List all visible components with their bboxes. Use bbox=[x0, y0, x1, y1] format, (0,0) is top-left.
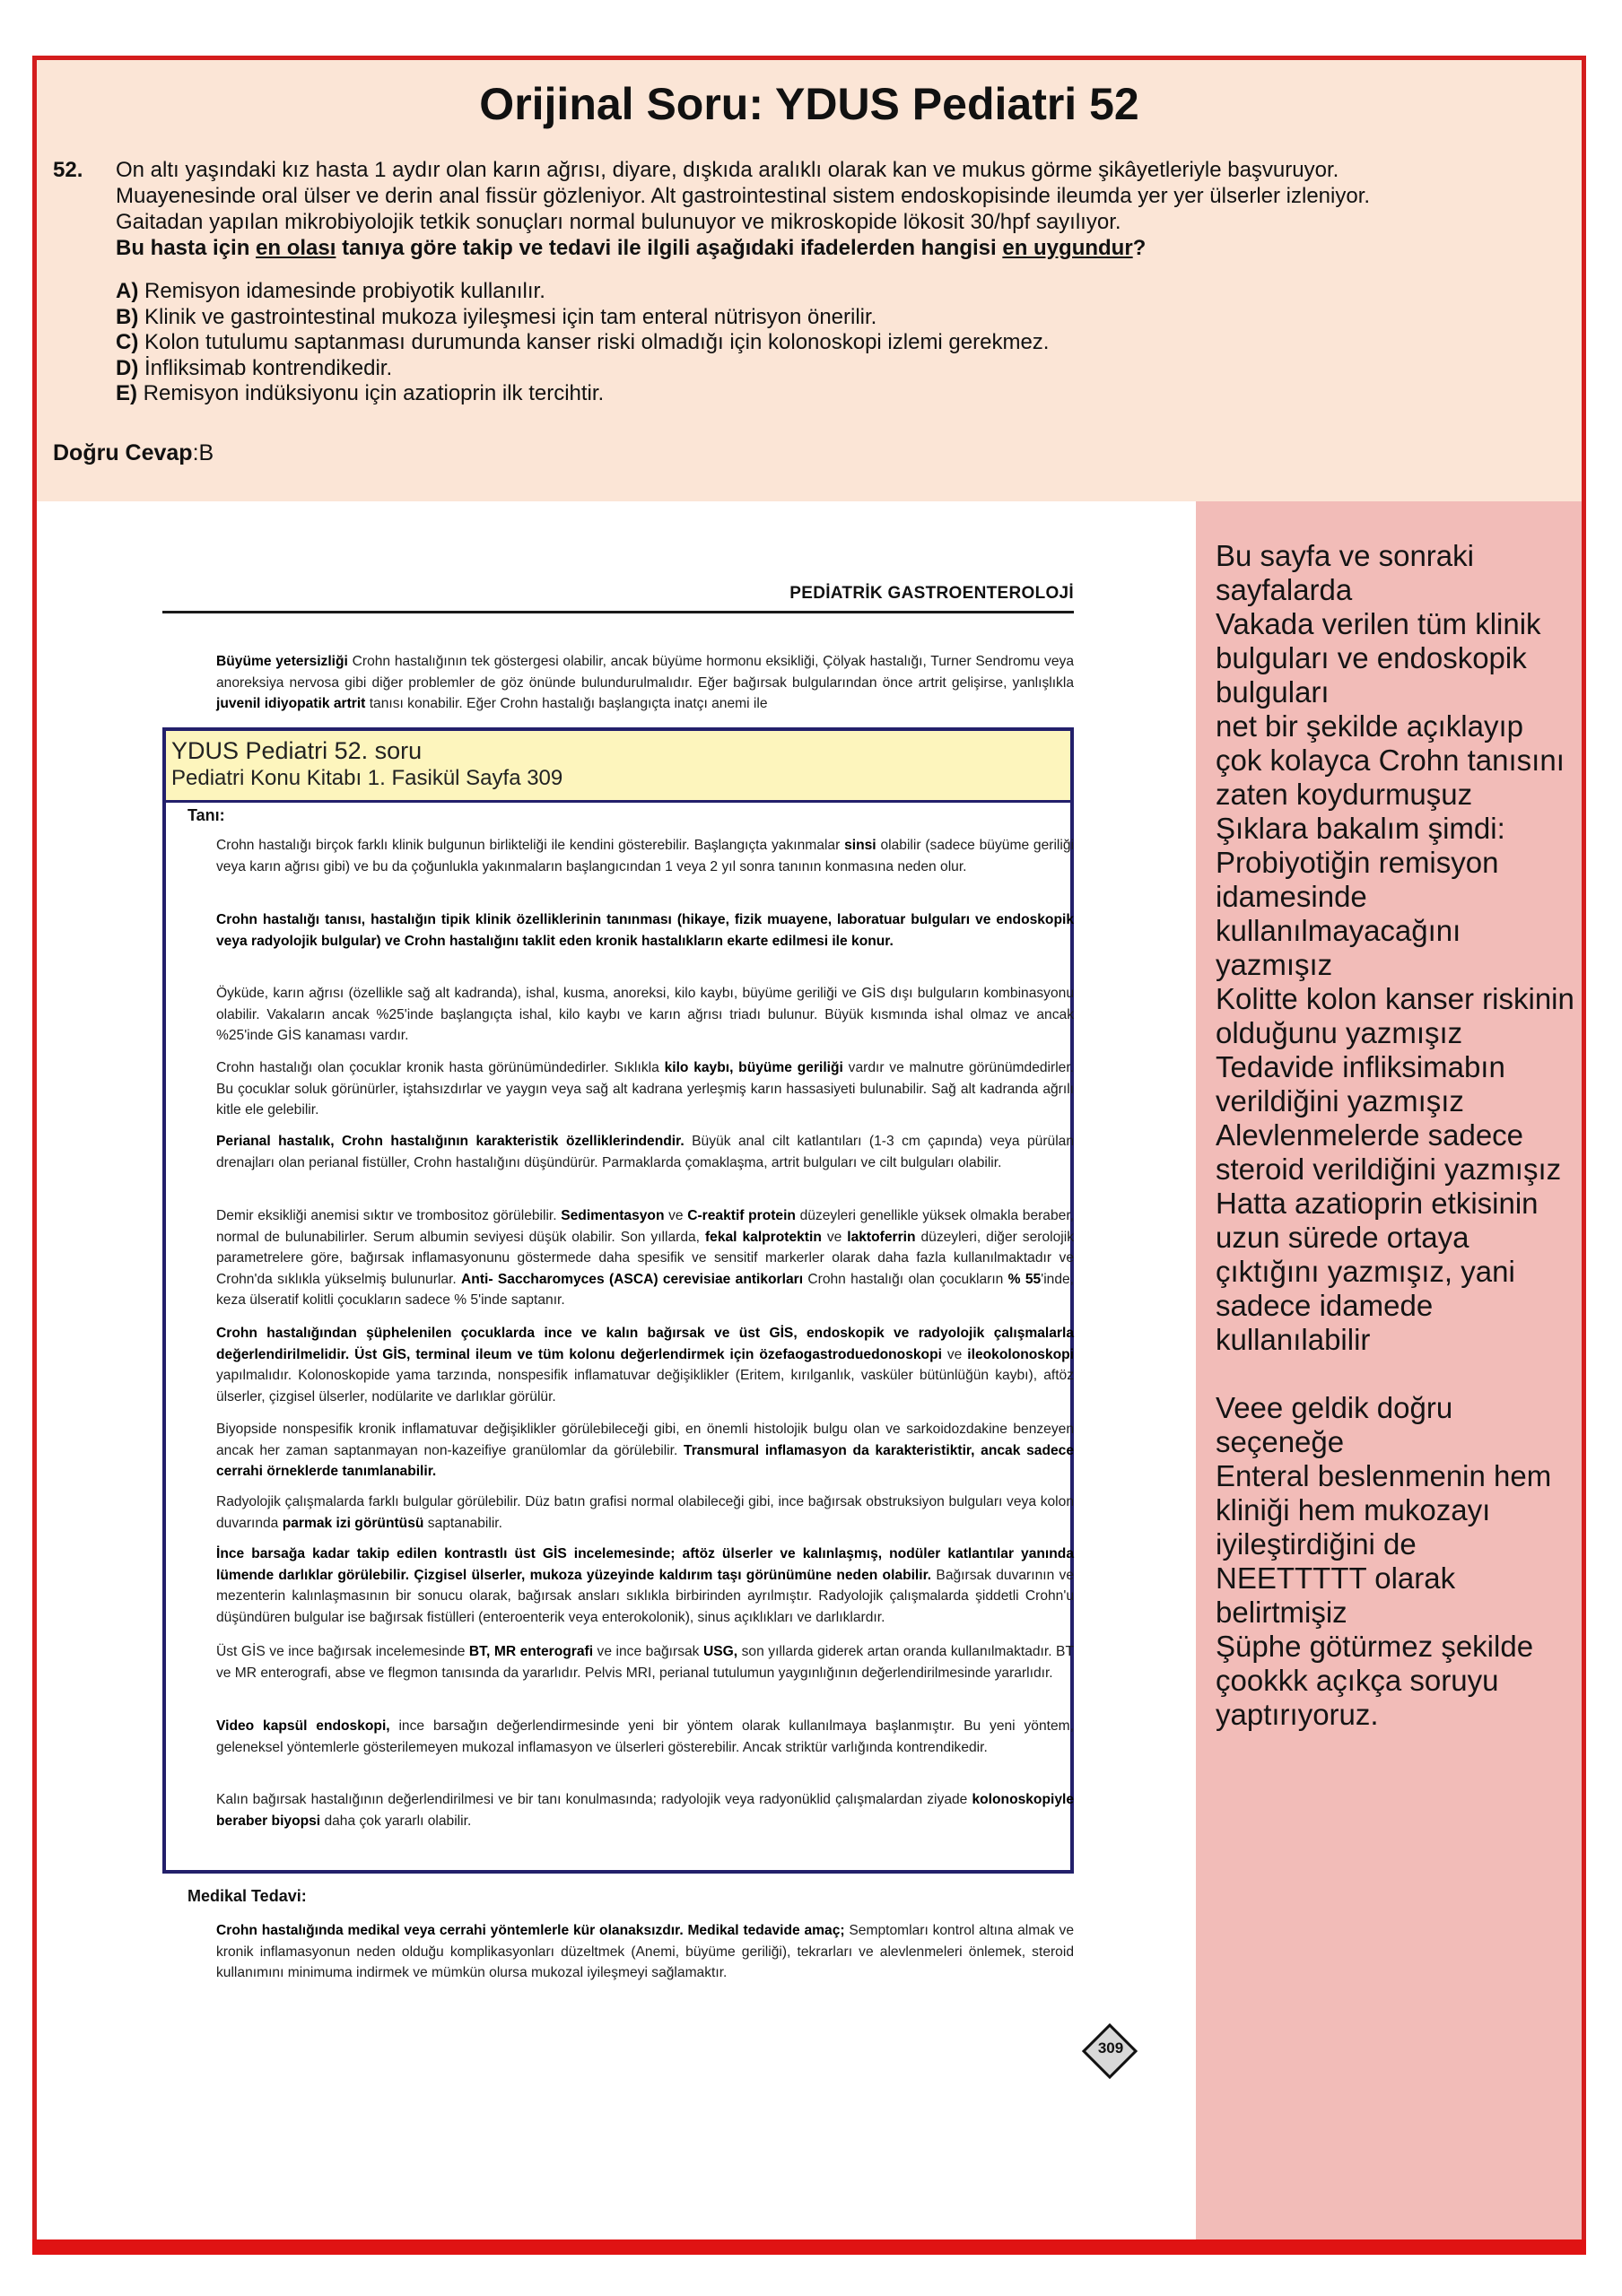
book-paragraph: Crohn hastalığında medikal veya cerrahi yöntemlerle kür olanaksızdır. Medikal tedavide amaç; Semptomları kontrol altına almak ve kronik inflamasyonun neden olduğu komplikasyonları düzeltmek (Anemi, büyüme geriliği), tekrarları ve alevlenmeleri önlemek, steroid kullanımını minimuma indirmek ve mümkün olursa mukozal iyileşmeyi sağlamaktır. bbox=[216, 1923, 1074, 1980]
option-d bbox=[116, 356, 1049, 382]
callout-title: YDUS Pediatri 52. soru bbox=[171, 737, 423, 764]
question-number: 52. bbox=[53, 158, 83, 182]
question-line: On altı yaşındaki kız hasta 1 aydır olan karın ağrısı, diyare, dışkıda aralıklı olarak kan ve mukus görme şikâyetleriyle başvuruyor. bbox=[116, 158, 1339, 182]
question-line: Muayenesinde oral ülser ve derin anal fissür gözleniyor. Alt gastrointestinal sistem endoskopisinde ileumda yer yer ülserler izleniyor. bbox=[116, 184, 1371, 208]
commentary-line: net bir şekilde açıklayıp çok kolayca Crohn tanısını zaten koydurmuşuz bbox=[1216, 709, 1565, 811]
header-divider bbox=[162, 611, 1074, 613]
option-c bbox=[116, 330, 1049, 356]
ask-text: ? bbox=[1132, 236, 1147, 260]
commentary-line: Veee geldik doğru seçeneğe bbox=[1216, 1391, 1453, 1458]
option-letter: C) bbox=[116, 330, 139, 354]
option-text: Remisyon indüksiyonu için azatioprin ilk tercihtir. bbox=[137, 381, 605, 405]
book-paragraph: Demir eksikliği anemisi sıktır ve trombositoz görülebilir. Sedimentasyon ve C-reaktif protein düzeyleri genellikle yüksek olmakla beraber, normal de bulunabilirler. Serum albumin seviyesi düşük olabilir. Son yıllarda, fekal kalprotektin ve laktoferrin düzeyleri, diğer serolojik parametrelere göre, bağırsak inflamasyonunu göstermede daha spesifik ve sensitif markerler olarak daha fazla kullanılmaktadır ve Crohn'da sıklıkla yükselmiş bulunurlar. Anti- Saccharomyces (ASCA) cerevisiae antikorları Crohn hastalığı olan çocukların % 55'inde, keza ülseratif kolitli çocukların sadece % 5'inde saptanır. bbox=[216, 1208, 1075, 1308]
option-text: İnfliksimab kontrendikedir. bbox=[138, 355, 393, 380]
commentary-line: Probiyotiğin remisyon idamesinde kullanılmayacağını yazmışız bbox=[1216, 846, 1499, 981]
option-text: Remisyon idamesinde probiyotik kullanılır. bbox=[138, 279, 545, 303]
commentary-gap bbox=[1216, 1357, 1574, 1391]
page-number: 309 bbox=[1097, 2039, 1124, 2057]
option-letter: A) bbox=[116, 279, 139, 303]
book-paragraph: Crohn hastalığı tanısı, hastalığın tipik klinik özelliklerinin tanınması (hikaye, fizik muayene, laboratuar bulguları ve endoskopik veya radyolojik bulgular) ve Crohn hastalığını taklit eden kronik hastalıkların ekarte edilmesi ile konur. bbox=[216, 912, 1074, 949]
book-paragraph: Crohn hastalığından şüphelenilen çocuklarda ince ve kalın bağırsak ve üst GİS, endoskopik ve radyolojik çalışmalarla değerlendirilmelidir. Üst GİS, terminal ileum ve tüm kolonu değerlendirmek için özefaogastroduedonoskopi ve ileokolonoskopi yapılmalıdır. Kolonoskopide yama tarzında, nonspesifik inflamatuvar değişiklikler (Eritem, kırılganlık, vasküler bütünlüğün kaybı), aftöz ülserler, çizgisel ülserler, nodülarite ve darlıklar görülür. bbox=[216, 1326, 1074, 1405]
commentary-line: Şüphe götürmez şekilde çookkk açıkça soruyu yaptırıyoruz. bbox=[1216, 1630, 1534, 1731]
bottom-border-bar bbox=[32, 2239, 1586, 2255]
option-text: Kolon tutulumu saptanması durumunda kanser riski olmadığı için kolonoskopi izlemi gerekmez. bbox=[138, 330, 1050, 354]
answer-label: Doğru Cevap bbox=[53, 440, 193, 465]
page-frame bbox=[32, 56, 1586, 2253]
option-e bbox=[116, 381, 1049, 407]
commentary-line: Tedavide infliksimabın verildiğini yazmışız bbox=[1216, 1050, 1505, 1118]
option-letter: E) bbox=[116, 381, 137, 405]
commentary-line: Vakada verilen tüm klinik bulguları ve endoskopik bulguları bbox=[1216, 607, 1541, 709]
callout-label bbox=[166, 731, 1070, 803]
option-letter: D) bbox=[116, 355, 139, 380]
question-line: Gaitadan yapılan mikrobiyolojik tetkik sonuçları normal bulunuyor ve mikroskopide lökosit 30/hpf sayılıyor. bbox=[116, 210, 1121, 234]
book-paragraph: Crohn hastalığı olan çocuklar kronik hasta görünümündedirler. Sıklıkla kilo kaybı, büyüme geriliği vardır ve malnutre görünümdedirler. Bu çocuklar soluk görünürler, iştahsızdırlar ve yaygın veya sağ alt kadrana yerleşmiş karın hassasiyeti bulunabilir. Sağ alt kadranda ağrılı kitle ele gelebilir. bbox=[216, 1060, 1074, 1118]
book-paragraph: Crohn hastalığı birçok farklı klinik bulgunun birlikteliği ile kendini gösterebilir. Başlangıçta yakınmalar sinsi olabilir (sadece büyüme geriliği veya karın ağrısı gibi) ve bu da çoğunlukla yakınmaların başlangıcından 1 veya 2 yıl sonra tanının konmasına neden olur. bbox=[216, 838, 1075, 874]
question-stem bbox=[116, 157, 1560, 261]
correct-answer bbox=[53, 440, 214, 466]
commentary-line: Enteral beslenmenin hem kliniği hem mukozayı iyileştirdiğini de NEETTTTT olarak belirtmişiz bbox=[1216, 1459, 1552, 1629]
book-paragraph: Kalın bağırsak hastalığının değerlendirilmesi ve bir tanı konulmasında; radyolojik veya radyonüklid çalışmalardan ziyade kolonoskopiyle beraber biyopsi daha çok yararlı olabilir. bbox=[216, 1792, 1074, 1829]
question-panel bbox=[37, 60, 1582, 501]
answer-options bbox=[116, 279, 1049, 407]
ask-emphasis: en olası bbox=[256, 236, 336, 260]
book-page bbox=[37, 501, 1196, 2244]
question-ask bbox=[116, 235, 1560, 261]
book-paragraph: Üst GİS ve ince bağırsak incelemesinde BT, MR enterografi ve ince bağırsak USG, son yıllarda giderek artan oranda kullanılmaktadır. BT ve MR enterografi, abse ve flegmon tanısında da yararlıdır. Pelvis MRI, perianal tutulumun yaygınlığının değerlendirilmesinde yararlıdır. bbox=[216, 1644, 1074, 1681]
book-paragraph: Perianal hastalık, Crohn hastalığının karakteristik özelliklerindendir. Büyük anal cilt katlantıları (1-3 cm çapında) veya pürülan drenajları olan perianal fistüller, Crohn hastalığını düşündürür. Parmaklarda çomaklaşma, artrit bulguları ve cilt bulguları olabilir. bbox=[216, 1134, 1074, 1170]
commentary-line: Hatta azatioprin etkisinin uzun sürede ortaya çıktığını yazmışız, yani sadece idamede kullanılabilir bbox=[1216, 1187, 1539, 1356]
book-paragraph: Büyüme yetersizliği Crohn hastalığının tek göstergesi olabilir, ancak büyüme hormonu eksikliği, Çölyak hastalığı, Turner Sendromu veya anoreksiya nervosa gibi diğer problemler de göz önünde bulundurulmalıdır. Eğer bağırsak bulgularından önce artrit gelişirse, yanlışlıkla juvenil idiyopatik artrit tanısı konabilir. Eğer Crohn hastalığı başlangıçta inatçı anemi ile bbox=[216, 654, 1075, 711]
ask-emphasis: en uygundur bbox=[1002, 236, 1133, 260]
option-text: Klinik ve gastrointestinal mukoza iyileşmesi için tam enteral nütrisyon önerilir. bbox=[138, 304, 877, 329]
answer-value: :B bbox=[192, 440, 214, 465]
commentary-line: Bu sayfa ve sonraki sayfalarda bbox=[1216, 539, 1474, 606]
book-paragraph: Video kapsül endoskopi, ince barsağın değerlendirmesinde yeni bir yöntem olarak kullanılmaya başlanmıştır. Bu yeni yöntem, geleneksel yöntemlerle gösterilemeyen mukozal inflamasyon ve ülserleri gösterebilir. Ancak striktür varlığında kontrendikedir. bbox=[216, 1718, 1074, 1755]
book-header: PEDİATRİK GASTROENTEROLOJİ bbox=[789, 584, 1074, 603]
section-title-medikal: Medikal Tedavi: bbox=[187, 1887, 307, 1905]
option-letter: B) bbox=[116, 304, 139, 329]
commentary-line: Kolitte kolon kanser riskinin olduğunu yazmışız bbox=[1216, 982, 1574, 1049]
commentary-line: Şıklara bakalım şimdi: bbox=[1216, 812, 1505, 845]
commentary-text bbox=[1216, 539, 1574, 1732]
page-title: Orijinal Soru: YDUS Pediatri 52 bbox=[479, 79, 1139, 129]
section-title-tani: Tanı: bbox=[187, 806, 225, 824]
option-a bbox=[116, 279, 1049, 305]
commentary-sidebar bbox=[1196, 501, 1582, 2244]
callout-subtitle: Pediatri Konu Kitabı 1. Fasikül Sayfa 309 bbox=[171, 766, 563, 790]
commentary-line: Alevlenmelerde sadece steroid verildiğini yazmışız bbox=[1216, 1118, 1562, 1186]
book-paragraph: İnce barsağa kadar takip edilen kontrastlı üst GİS incelemesinde; aftöz ülserler ve kalınlaşmış, nodüler katlantılar yanında lümende darlıklar görülebilir. Çizgisel ülserler, mukoza yüzeyinde kaldırım taşı görünümüne neden olabilir. Bağırsak duvarının ve mezenterin kalınlaşmasının bir sonucu olarak, bağırsak ansları sıklıkla birbirinden ayrılmıştır. Radyolojik çalışmalarda şiddetli Crohn'u düşündüren bulgular ise bağırsak fistülleri (enteroenterik veya enterokolonik), sinus açıklıkları ve darlıklardır. bbox=[216, 1546, 1074, 1625]
option-b bbox=[116, 305, 1049, 331]
ask-text: Bu hasta için bbox=[116, 236, 257, 260]
ask-text: tanıya göre takip ve tedavi ile ilgili aşağıdaki ifadelerden hangisi bbox=[336, 236, 1003, 260]
book-paragraph: Öyküde, karın ağrısı (özellikle sağ alt kadranda), ishal, kusma, anoreksi, kilo kaybı, büyüme geriliği ve GİS dışı bulguların kombinasyonu olabilir. Vakaların ancak %25'inde başlangıçta ishal, kilo kaybı ve karın ağrısı triadı bulunur. Büyük kısmında ishal olmaz ve ancak %25'inde GİS kanaması vardır. bbox=[216, 986, 1074, 1043]
book-paragraph: Radyolojik çalışmalarda farklı bulgular görülebilir. Düz batın grafisi normal olabileceği gibi, ince bağırsak obstruksiyon bulguları veya kolon duvarında parmak izi görüntüsü saptanabilir. bbox=[216, 1494, 1074, 1531]
book-paragraph: Biyopside nonspesifik kronik inflamatuvar değişiklikler görülebileceği gibi, en önemli histolojik bulgu olan ve sarkoidozdakine benzeyen ancak her zaman saptanmayan non-kazeifiye granülomlar da görülebilir. Transmural inflamasyon da karakteristiktir, ancak sadece cerrahi örneklerde tanımlanabilir. bbox=[216, 1422, 1074, 1479]
